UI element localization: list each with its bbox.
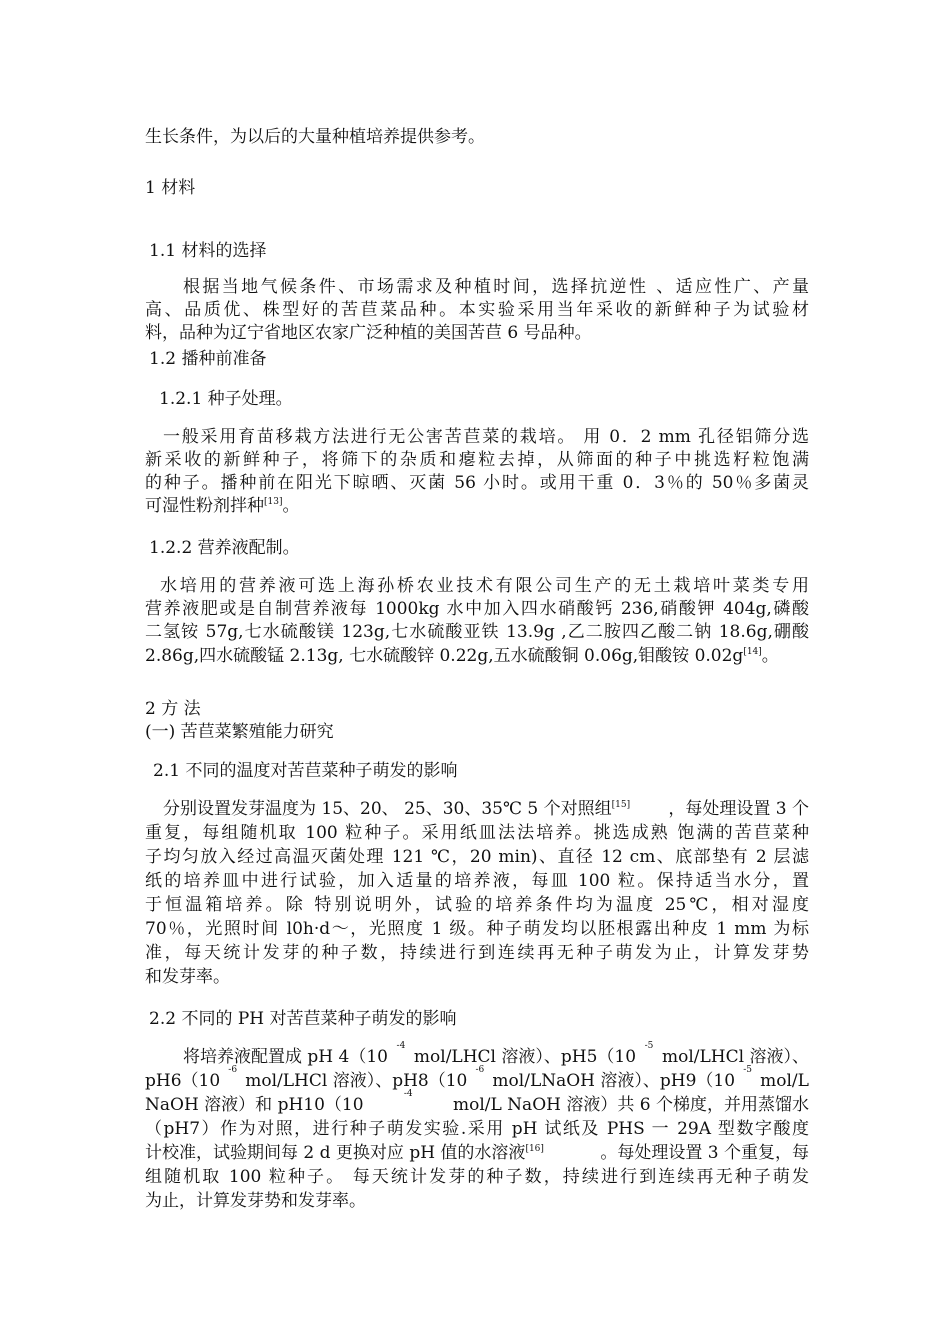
paragraph-line [145,495,809,518]
section-1-2-2-heading: 1.2.2 营养液配制。 [149,538,300,558]
seg: 将培养液配置成 pH 4（10 [183,1047,388,1067]
seg: mol/L [760,1071,809,1091]
seg: mol/LHCl 溶液）、pH8（10 [245,1071,468,1091]
exponent: -6 [228,1065,238,1075]
paragraph-line: 纸的培养皿中进行试验，加入适量的培养液，每皿 100 粒。保持适当水分，置 [145,871,809,891]
line-end: 。 [761,646,779,666]
seg: mol/LHCl 溶液）、pH5（10 [413,1047,637,1067]
paragraph-line: 子均匀放入经过高温灭菌处理 121 ℃，20 min)、直径 12 cm、底部垫有 2 层滤 [145,847,809,867]
section-2-1-heading: 2.1 不同的温度对苦苣菜种子萌发的影响 [153,761,458,781]
citation-ref: [16] [525,1144,544,1154]
seg: mol/L NaOH 溶液）共 6 个梯度，并用蒸馏水 [452,1095,809,1115]
section-2-subheading: (一) 苦苣菜繁殖能力研究 [145,722,334,742]
paragraph-line: 准，每天统计发芽的种子数，持续进行到连续再无种子萌发为止，计算发芽势 [145,943,809,963]
paragraph-line: 营养液肥或是自制营养液每 1000kg 水中加入四水硝酸钙 236,硝酸钾 404g,磷酸 [145,599,809,619]
paragraph-line: 于恒温箱培养。除 特别说明外，试验的培养条件均为温度 25℃，相对湿度 [145,895,809,915]
line-text [163,798,630,821]
seg: 计校准，试验期间每 2 d 更换对应 pH 值的水溶液 [145,1143,526,1163]
citation-ref: [13] [264,497,283,507]
paragraph-line: 组随机取 100 粒种子。 每天统计发芽的种子数，持续进行到连续再无种子萌发 [145,1167,809,1187]
paragraph-line: 为止，计算发芽势和发芽率。 [145,1191,366,1211]
seg: 。每处理设置 3 个重复，每 [600,1143,809,1163]
paragraph-line [145,645,809,668]
section-1-heading: 1 材料 [145,178,196,198]
paragraph-line [145,1065,809,1093]
paragraph-line [163,798,809,821]
paragraph-line: 二氢铵 57g,七水硫酸镁 123g,七水硫酸亚铁 13.9g ,乙二胺四乙酸二钠 18.6g,硼酸 [145,622,809,642]
line-text: 可湿性粉剂拌种 [145,496,264,516]
exponent: -4 [403,1089,413,1099]
section-1-1-heading: 1.1 材料的选择 [149,241,267,261]
exponent: -6 [475,1065,485,1075]
seg: mol/LNaOH 溶液）、pH9（10 [492,1071,736,1091]
exponent: -5 [743,1065,752,1075]
intro-text: 生长条件，为以后的大量种植培养提供参考。 [145,127,485,147]
line-text [145,1142,544,1165]
seg: pH6（10 [145,1071,221,1091]
citation-ref: [15] [611,800,631,810]
seg: mol/LHCl 溶液）、 [661,1047,809,1067]
paragraph-line [145,1142,809,1165]
section-2-heading: 2 方 法 [145,699,201,719]
exponent: -4 [396,1041,406,1051]
paragraph-line: 重复，每组随机取 100 粒种子。采用纸皿法法培养。挑选成熟 饱满的苦苣菜种 [145,823,809,843]
section-2-2-heading: 2.2 不同的 PH 对苦苣菜种子萌发的影响 [149,1009,457,1029]
paragraph-line: 的种子。播种前在阳光下晾晒、灭菌 56 小时。或用干重 0．3％的 50％多菌灵 [145,473,809,493]
paragraph-line: （pH7）作为对照，进行种子萌发实验.采用 pH 试纸及 PHS 一 29A 型数字酸度 [145,1119,809,1139]
paragraph-line: 高、品质优、株型好的苦苣菜品种。本实验采用当年采收的新鲜种子为试验材 [145,300,809,320]
paragraph-line: 根据当地气候条件、市场需求及种植时间，选择抗逆性 、适应性广、产量 [183,277,809,297]
line-text-b: ，每处理设置 3 个 [668,799,809,819]
paragraph-line: 一般采用育苗移栽方法进行无公害苦苣菜的栽培。 用 0．2 mm 孔径铝筛分选 [163,427,809,447]
paragraph-line [183,1041,809,1069]
paragraph-line: 水培用的营养液可选上海孙桥农业技术有限公司生产的无土栽培叶菜类专用 [160,576,809,596]
paragraph-line: 新采收的新鲜种子，将筛下的杂质和瘪粒去掉，从筛面的种子中挑选籽粒饱满 [145,450,809,470]
paragraph-line: 和发芽率。 [145,967,230,987]
exponent: -5 [644,1041,654,1051]
section-1-2-heading: 1.2 播种前准备 [149,349,267,369]
seg: NaOH 溶液）和 pH10（10 [145,1095,364,1115]
line-text-a: 分别设置发芽温度为 15、20、 25、30、35℃ 5 个对照组 [163,799,612,819]
citation-ref: [14] [743,647,762,657]
section-1-2-1-heading: 1.2.1 种子处理。 [159,389,293,409]
paragraph-line: 70％，光照时间 l0h·d～，光照度 1 级。种子萌发均以胚根露出种皮 1 mm 为标 [145,919,809,939]
line-text: 2.86g,四水硫酸锰 2.13g, 七水硫酸锌 0.22g,五水硫酸铜 0.06g,钼酸铵 0.02g [145,646,744,666]
line-end: 。 [282,496,300,516]
paragraph-line: 料，品种为辽宁省地区农家广泛种植的美国苦苣 6 号品种。 [145,323,592,343]
paragraph-line [145,1089,809,1117]
